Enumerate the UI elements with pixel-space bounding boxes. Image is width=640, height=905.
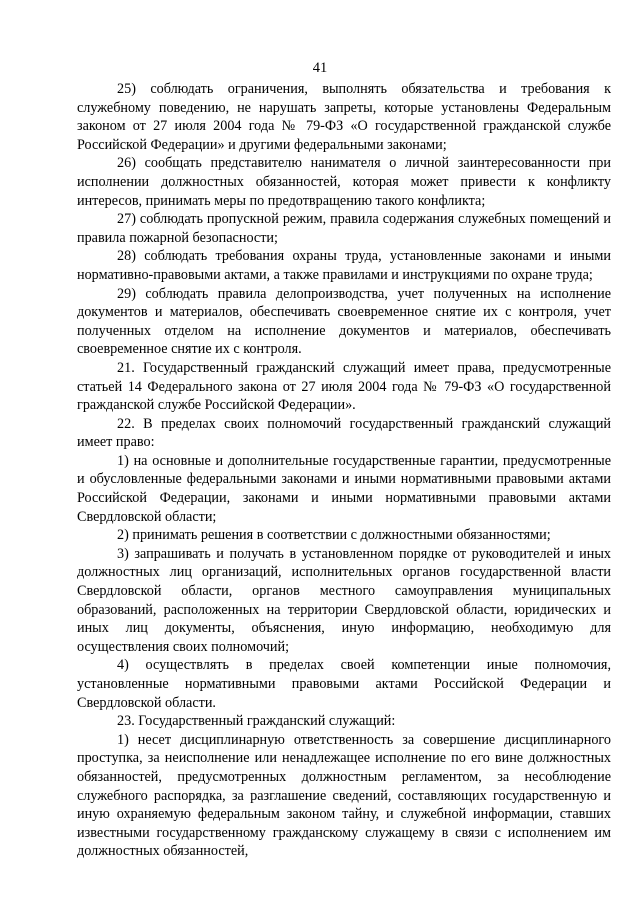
paragraph-item-25: 25) соблюдать ограничения, выполнять обязательства и требования к служебному поведению, не нарушать запреты, которые установлены Федеральным законом от 27 июля 2004 года № 79-ФЗ «О государственной гражданской службе Российской Федерации» и другими федеральными законами; — [77, 81, 611, 153]
paragraph-item-28: 28) соблюдать требования охраны труда, установленные законами и иными нормативно-правовыми актами, а также правилами и инструкциями по охране труда; — [77, 248, 611, 283]
paragraph-item-27: 27) соблюдать пропускной режим, правила содержания служебных помещений и правила пожарной безопасности; — [77, 211, 611, 246]
page-number: 41 — [312, 60, 328, 76]
paragraph-right-2: 2) принимать решения в соответствии с должностными обязанностями; — [117, 527, 551, 544]
document-body — [77, 80, 611, 861]
paragraph-section-21: 21. Государственный гражданский служащий имеет права, предусмотренные статьей 14 Федерального закона от 27 июля 2004 года № 79-ФЗ «О государственной гражданской службе Российской Федерации». — [77, 359, 611, 414]
paragraph-item-29: 29) соблюдать правила делопроизводства, учет полученных на исполнение документов и материалов, обеспечивать своевременное снятие их с контроля, учет полученных отделом на исполнение документов и материалов, обеспечивать своевременное снятие их с контроля. — [77, 285, 611, 358]
paragraph-item-26: 26) сообщать представителю нанимателя о личной заинтересованности при исполнении должностных обязанностей, которая может привести к конфликту интересов, принимать меры по предотвращению такого конфликта; — [77, 155, 611, 209]
paragraph-liability-1: 1) несет дисциплинарную ответственность за совершение дисциплинарного проступка, за неисполнение или ненадлежащее исполнение по его вине должностных обязанностей, предусмотренных должностным регламентом, за несоблюдение служебного распорядка, за разглашение сведений, составляющих государственную и иную охраняемую федеральным законом тайну, и служебной информации, ставших известными государственному гражданскому служащему в связи с исполнением им должностных обязанностей, — [77, 731, 611, 860]
paragraph-right-4: 4) осуществлять в пределах своей компетенции иные полномочия, установленные нормативными правовыми актами Российской Федерации и Свердловской области. — [77, 657, 611, 711]
paragraph-section-23: 23. Государственный гражданский служащий: — [117, 713, 396, 730]
paragraph-section-22: 22. В пределах своих полномочий государственный гражданский служащий имеет право: — [77, 415, 611, 451]
paragraph-right-1: 1) на основные и дополнительные государственные гарантии, предусмотренные и обусловленные федеральными законами и иными нормативными правовыми актами Российской Федерации, законами и иными нормативными правовыми актами Свердловской области; — [77, 452, 611, 525]
paragraph-right-3: 3) запрашивать и получать в установленном порядке от руководителей и иных должностных лиц организаций, исполнительных органов государственной власти Свердловской области, органов местного самоуправления муниципальных образований, расположенных на территории Свердловской области, юридических и иных лиц документы, объяснения, иную информацию, необходимую для осуществления своих полномочий; — [77, 545, 611, 655]
